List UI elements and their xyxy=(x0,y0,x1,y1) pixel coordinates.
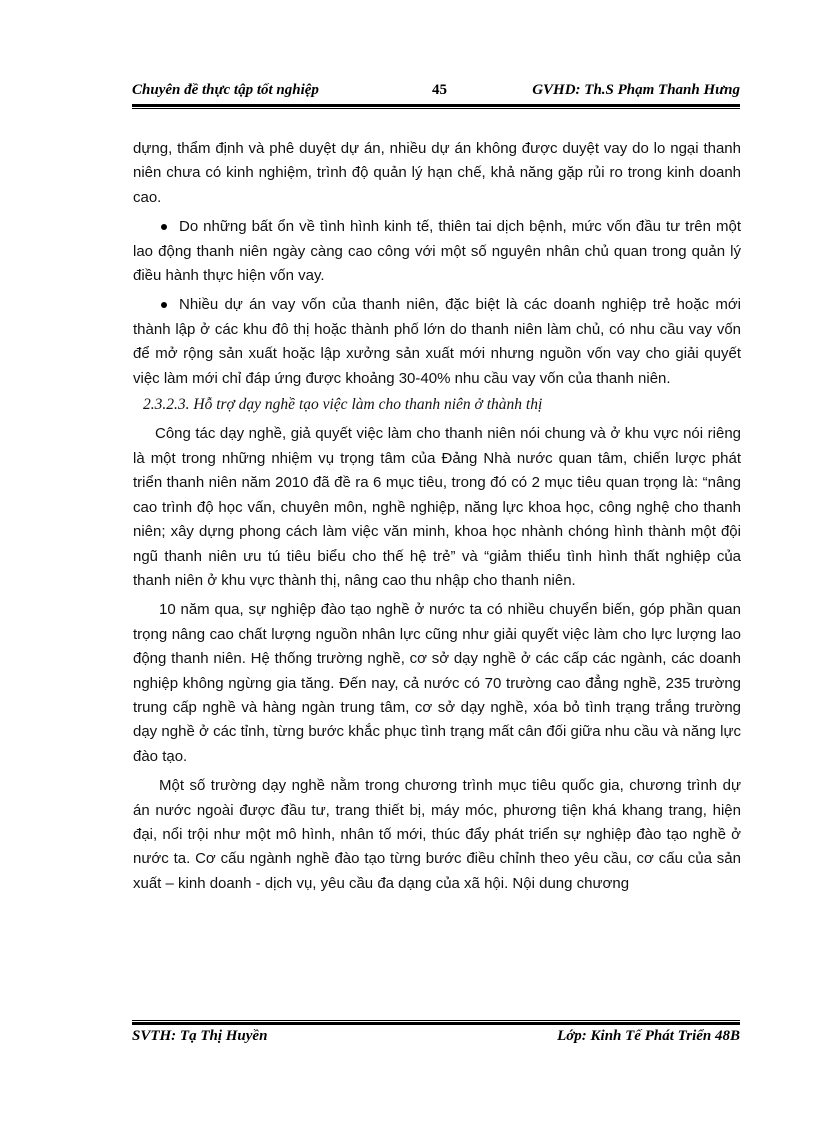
section-heading: 2.3.2.3. Hỗ trợ dạy nghề tạo việc làm cho thanh niên ở thành thị xyxy=(143,396,543,414)
page-footer xyxy=(132,1026,740,1048)
bullet-item xyxy=(133,215,741,288)
header-title: Chuyên đề thực tập tốt nghiệp xyxy=(132,82,319,98)
paragraph-continued: dựng, thẩm định và phê duyệt dự án, nhiều dự án không được duyệt vay do lo ngại thanh niên chưa có kinh nghiệm, trình độ quản lý hạn chế, khả năng gặp rủi ro trong kinh doanh cao. xyxy=(133,140,741,206)
paragraph: Một số trường dạy nghề nằm trong chương trình mục tiêu quốc gia, chương trình dự án nước ngoài được đầu tư, trang thiết bị, máy móc, phương tiện khá khang trang, hiện đại, nổi trội như một mô hình, nhân tố mới, thúc đẩy phát triển sự nghiệp đào tạo nghề ở nước ta. Cơ cấu ngành nghề đào tạo từng bước điều chỉnh theo yêu cầu, cơ cấu của sản xuất – kinh doanh - dịch vụ, yêu cầu đa dạng của xã hội. Nội dung chương xyxy=(133,777,741,892)
page-number: 45 xyxy=(432,82,447,98)
bullet-icon xyxy=(161,224,167,230)
footer-rule xyxy=(132,1020,740,1025)
header-rule xyxy=(132,104,740,109)
bullet-item xyxy=(133,293,741,391)
footer-class: Lớp: Kinh Tế Phát Triển 48B xyxy=(557,1028,740,1044)
bullet-icon xyxy=(161,302,167,308)
footer-student: SVTH: Tạ Thị Huyền xyxy=(132,1028,268,1044)
header-supervisor: GVHD: Th.S Phạm Thanh Hưng xyxy=(532,82,740,98)
page-header xyxy=(132,80,740,102)
page-body xyxy=(133,137,741,896)
paragraph: 10 năm qua, sự nghiệp đào tạo nghề ở nước ta có nhiều chuyển biến, góp phần quan trọng nâng cao chất lượng nguồn nhân lực cũng như giải quyết việc làm cho lực lượng lao động thanh niên. Hệ thống trường nghề, cơ sở dạy nghề ở các cấp các ngành, các doanh nghiệp không ngừng gia tăng. Đến nay, cả nước có 70 trường cao đẳng nghề, 235 trường trung cấp nghề và hàng ngàn trung tâm, cơ sở dạy nghề, xóa bỏ tình trạng trắng trường dạy nghề ở các tỉnh, từng bước khắc phục tình trạng mất cân đối giữa nhu cầu và năng lực đào tạo. xyxy=(133,601,741,765)
bullet-text: Nhiều dự án vay vốn của thanh niên, đặc biệt là các doanh nghiệp trẻ hoặc mới thành lập ở các khu đô thị hoặc thành phố lớn do thanh niên làm chủ, có nhu cầu vay vốn để mở rộng sản xuất hoặc lập xưởng sản xuất mới nhưng nguồn vốn vay cho giải quyết việc làm mới chỉ đáp ứng được khoảng 30-40% nhu cầu vay vốn của thanh niên. xyxy=(133,296,741,387)
bullet-text: Do những bất ổn về tình hình kinh tế, thiên tai dịch bệnh, mức vốn đầu tư trên một lao động thanh niên ngày càng cao công với một số nguyên nhân chủ quan trong quản lý điều hành thực hiện vốn vay. xyxy=(133,218,741,285)
paragraph: Công tác dạy nghề, giả quyết việc làm cho thanh niên nói chung và ở khu vực nói riêng là một trong những nhiệm vụ trọng tâm của Đảng Nhà nước quan tâm, chiến lược phát triển thanh niên năm 2010 đã đề ra 6 mục tiêu, trong đó có 2 mục tiêu quan trọng là: “nâng cao trình độ học vấn, chuyên môn, nghề nghiệp, năng lực khoa học, công nghệ cho thanh niên; xây dựng phong cách làm việc văn minh, khoa học nhành chóng hình thành một đội ngũ thanh niên ưu tú tiêu biểu cho thế hệ trẻ” và “giảm thiểu tình hình thất nghiệp của thanh niên ở khu vực thành thị, nâng cao thu nhập cho thanh niên. xyxy=(133,425,741,589)
